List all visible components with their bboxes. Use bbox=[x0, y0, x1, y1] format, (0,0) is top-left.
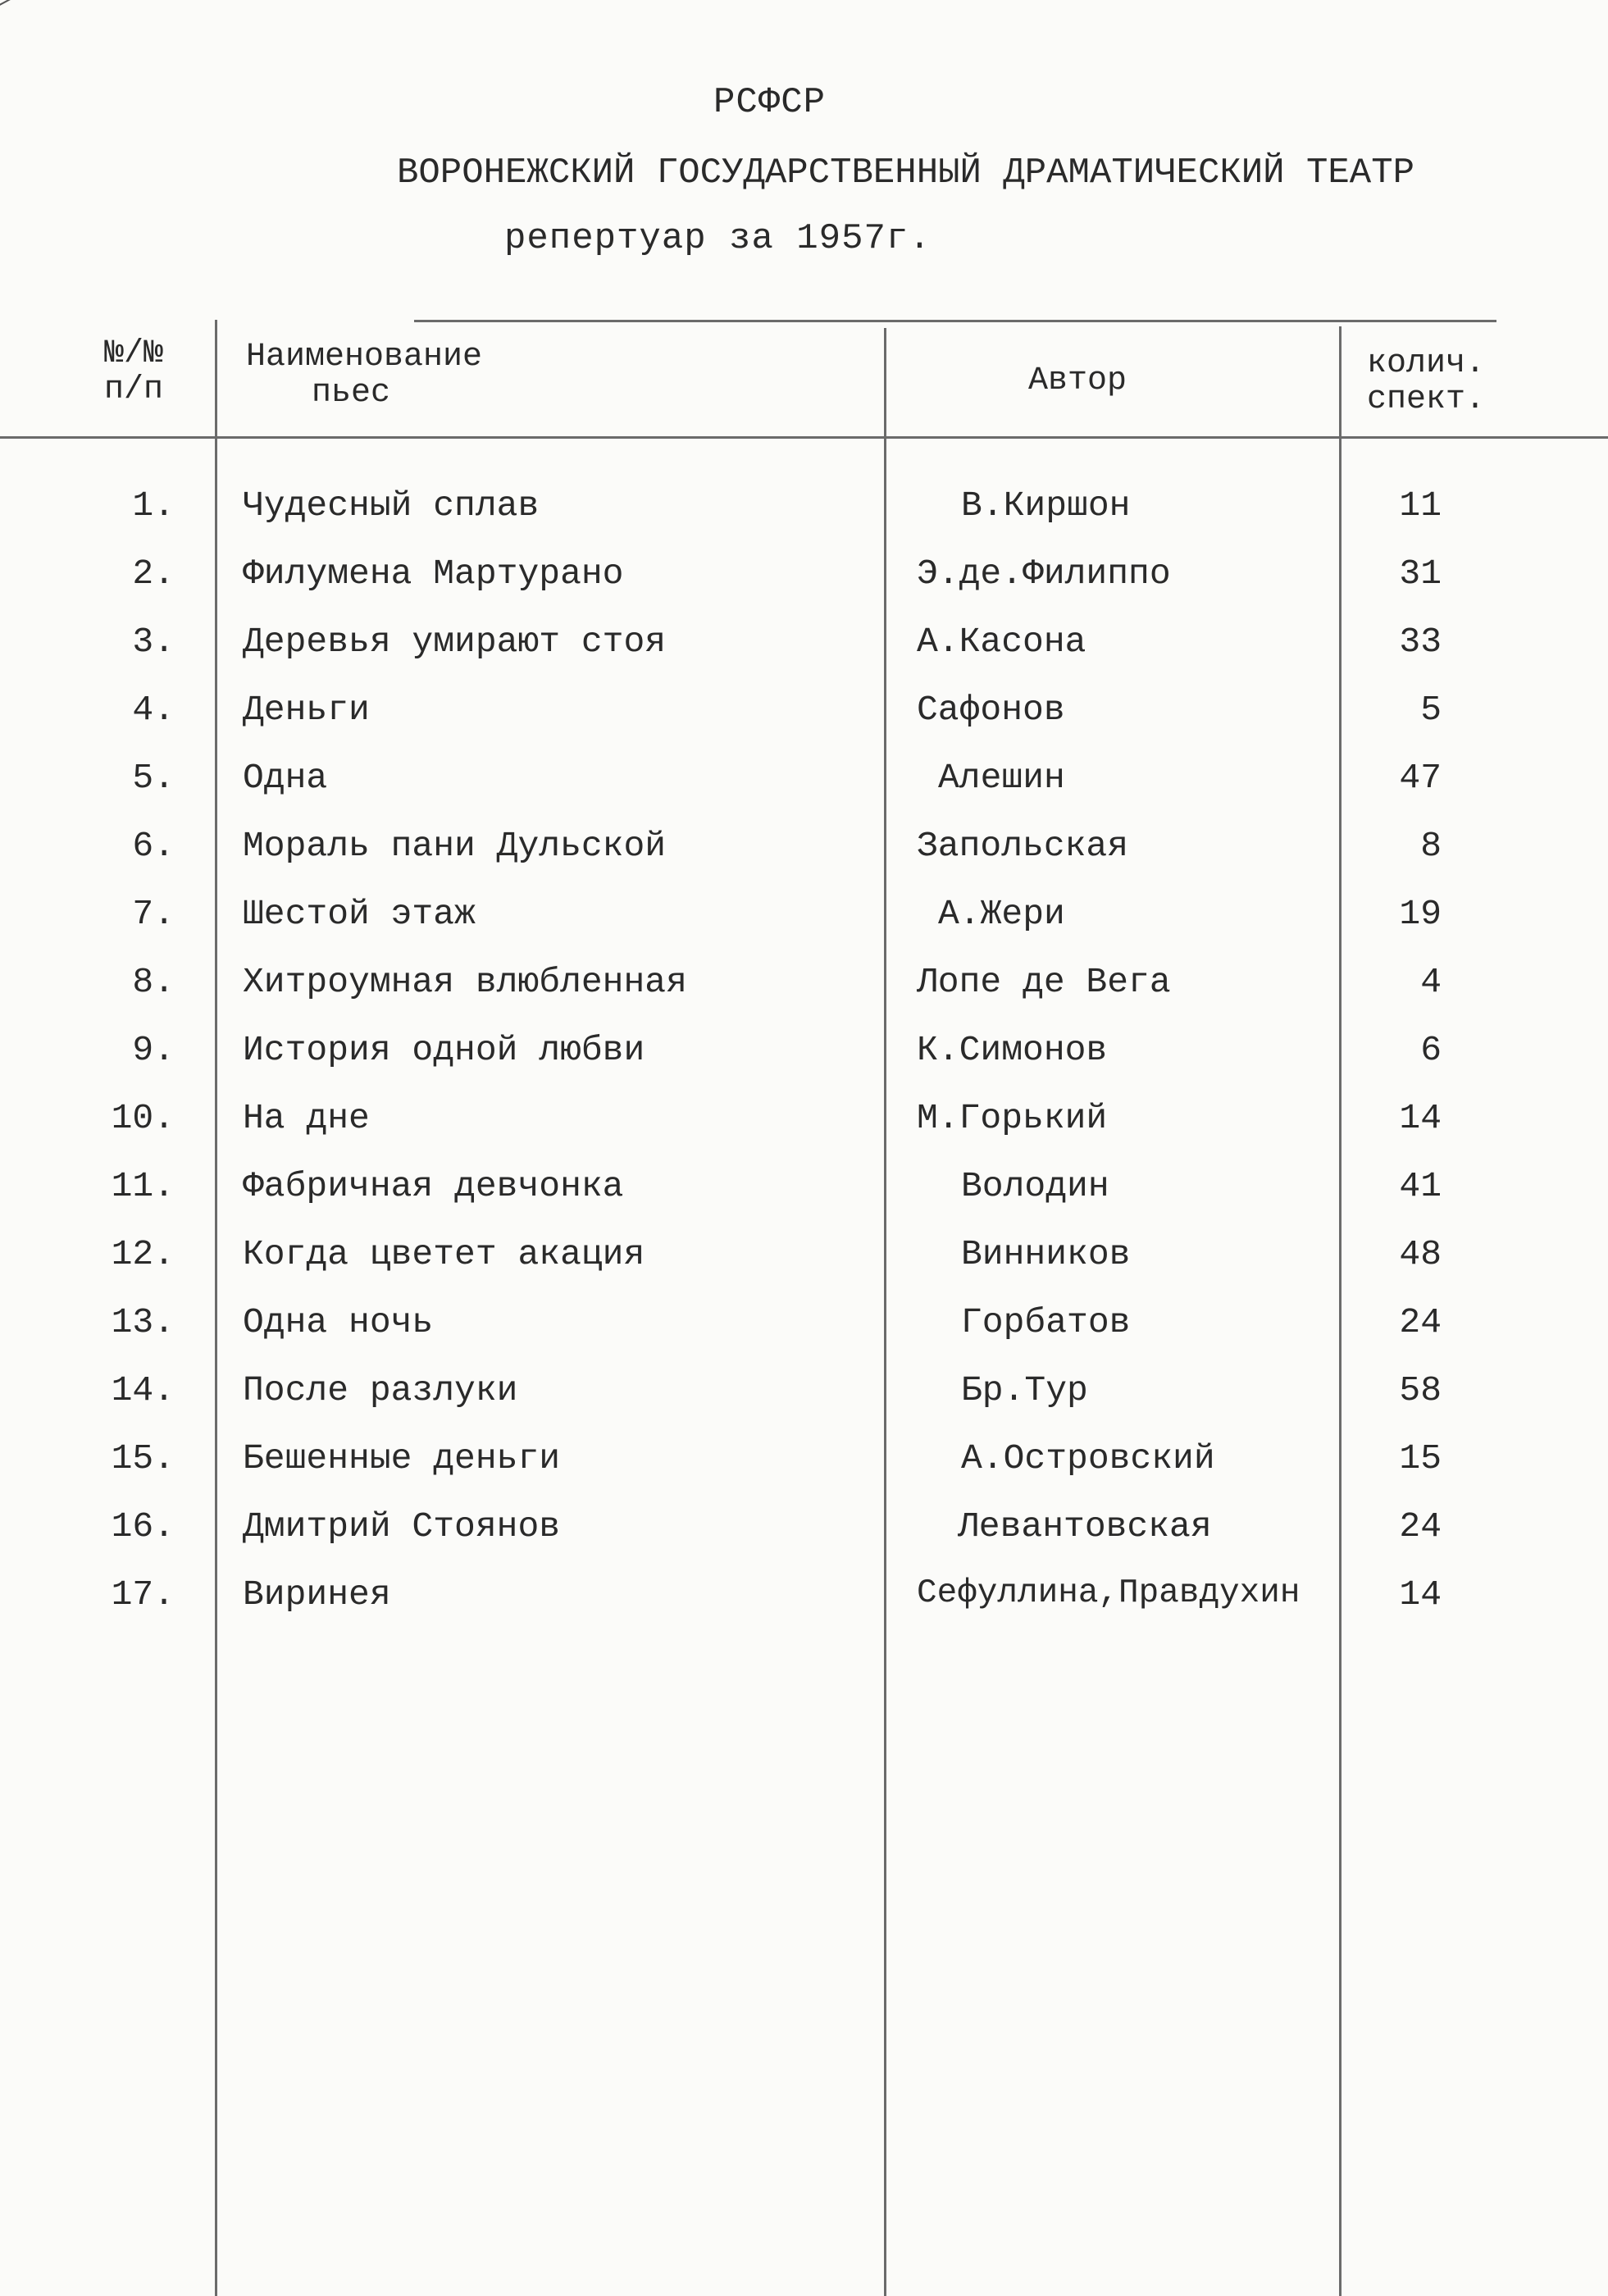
column-header-count bbox=[1367, 346, 1485, 418]
table-row bbox=[0, 554, 1608, 622]
row-author: Сафонов bbox=[917, 690, 1065, 730]
row-count: 14 bbox=[1399, 1098, 1442, 1138]
row-author: К.Симонов bbox=[917, 1030, 1108, 1070]
row-count: 4 bbox=[1420, 962, 1442, 1002]
header-repertoire-year: репертуар за 1957г. bbox=[504, 218, 932, 259]
row-count: 31 bbox=[1399, 554, 1442, 594]
row-number: 3. bbox=[132, 622, 175, 662]
row-title: Хитроумная влюбленная bbox=[243, 962, 687, 1002]
row-count: 41 bbox=[1399, 1166, 1442, 1206]
column-header-count-l2: спект. bbox=[1367, 381, 1486, 418]
row-author: Винников bbox=[961, 1234, 1131, 1274]
row-count: 6 bbox=[1420, 1030, 1442, 1070]
row-title: После разлуки bbox=[243, 1370, 518, 1410]
row-count: 11 bbox=[1399, 485, 1442, 526]
row-count: 24 bbox=[1399, 1302, 1442, 1342]
column-header-number-l2: п/п bbox=[103, 371, 163, 408]
row-number: 6. bbox=[132, 826, 175, 866]
table-row bbox=[0, 1574, 1608, 1642]
table-row bbox=[0, 690, 1608, 758]
column-header-title-l2: пьес bbox=[312, 375, 391, 412]
row-author: Бр.Тур bbox=[961, 1370, 1088, 1410]
column-header-title bbox=[246, 339, 482, 412]
row-number: 15. bbox=[111, 1438, 175, 1478]
row-author: Левантовская bbox=[958, 1506, 1212, 1547]
row-author: А.Касона bbox=[917, 622, 1086, 662]
table-row bbox=[0, 758, 1608, 826]
row-number: 14. bbox=[111, 1370, 175, 1410]
row-count: 15 bbox=[1399, 1438, 1442, 1478]
row-title: История одной любви bbox=[243, 1030, 645, 1070]
row-number: 9. bbox=[132, 1030, 175, 1070]
row-count: 19 bbox=[1399, 894, 1442, 934]
row-title: Деньги bbox=[243, 690, 370, 730]
row-author: Володин bbox=[961, 1166, 1109, 1206]
table-row bbox=[0, 1098, 1608, 1166]
row-count: 58 bbox=[1399, 1370, 1442, 1410]
row-author: В.Киршон bbox=[961, 485, 1131, 526]
row-number: 12. bbox=[111, 1234, 175, 1274]
row-author: М.Горький bbox=[917, 1098, 1108, 1138]
table-header-rule bbox=[0, 436, 1608, 439]
row-author: Алешин bbox=[938, 758, 1065, 798]
row-count: 8 bbox=[1420, 826, 1442, 866]
table-row bbox=[0, 485, 1608, 554]
row-author: А.Жери bbox=[938, 894, 1065, 934]
table-row bbox=[0, 962, 1608, 1030]
row-number: 11. bbox=[111, 1166, 175, 1206]
row-title: Одна ночь bbox=[243, 1302, 434, 1342]
table-row bbox=[0, 1030, 1608, 1098]
row-author: Горбатов bbox=[961, 1302, 1131, 1342]
header-republic: РСФСР bbox=[713, 82, 827, 123]
table-row bbox=[0, 1438, 1608, 1506]
table-row bbox=[0, 826, 1608, 894]
column-header-author: Автор bbox=[1028, 362, 1127, 399]
row-count: 24 bbox=[1399, 1506, 1442, 1547]
row-number: 5. bbox=[132, 758, 175, 798]
table-row bbox=[0, 1166, 1608, 1234]
header-theatre-name: ВОРОНЕЖСКИЙ ГОСУДАРСТВЕННЫЙ ДРАМАТИЧЕСКИЙ ТЕАТР bbox=[397, 153, 1415, 194]
table-row bbox=[0, 1234, 1608, 1302]
row-number: 16. bbox=[111, 1506, 175, 1547]
row-title: Одна bbox=[243, 758, 328, 798]
row-author: Э.де.Филиппо bbox=[917, 554, 1171, 594]
table-row bbox=[0, 1370, 1608, 1438]
row-author: Лопе де Вега bbox=[917, 962, 1171, 1002]
row-count: 48 bbox=[1399, 1234, 1442, 1274]
row-title: Дмитрий Стоянов bbox=[243, 1506, 561, 1547]
row-title: На дне bbox=[243, 1098, 370, 1138]
table-row bbox=[0, 1506, 1608, 1574]
row-title: Бешенные деньги bbox=[243, 1438, 561, 1478]
table-row bbox=[0, 894, 1608, 962]
row-number: 4. bbox=[132, 690, 175, 730]
table-top-rule bbox=[414, 320, 1496, 322]
row-number: 7. bbox=[132, 894, 175, 934]
row-count: 5 bbox=[1420, 690, 1442, 730]
row-number: 1. bbox=[132, 485, 175, 526]
column-header-count-l1: колич. bbox=[1367, 345, 1486, 382]
row-number: 17. bbox=[111, 1574, 175, 1615]
row-title: Мораль пани Дульской bbox=[243, 826, 667, 866]
row-author: Сефуллина,Правдухин bbox=[917, 1574, 1301, 1612]
table-row bbox=[0, 622, 1608, 690]
row-number: 10. bbox=[111, 1098, 175, 1138]
row-count: 14 bbox=[1399, 1574, 1442, 1615]
column-header-number-l1: №/№ bbox=[103, 335, 163, 372]
row-title: Виринея bbox=[243, 1574, 391, 1615]
row-count: 47 bbox=[1399, 758, 1442, 798]
row-title: Чудесный сплав bbox=[243, 485, 540, 526]
row-title: Шестой этаж bbox=[243, 894, 476, 934]
row-count: 33 bbox=[1399, 622, 1442, 662]
column-header-number bbox=[97, 336, 171, 408]
row-author: Запольская bbox=[917, 826, 1129, 866]
row-title: Фабричная девчонка bbox=[243, 1166, 624, 1206]
row-number: 8. bbox=[132, 962, 175, 1002]
row-number: 13. bbox=[111, 1302, 175, 1342]
table-row bbox=[0, 1302, 1608, 1370]
column-header-title-l1: Наименование bbox=[246, 339, 483, 376]
corner-mark bbox=[0, 0, 79, 10]
row-title: Деревья умирают стоя bbox=[243, 622, 667, 662]
row-author: А.Островский bbox=[961, 1438, 1215, 1478]
row-number: 2. bbox=[132, 554, 175, 594]
row-title: Филумена Мартурано bbox=[243, 554, 624, 594]
row-title: Когда цветет акация bbox=[243, 1234, 645, 1274]
